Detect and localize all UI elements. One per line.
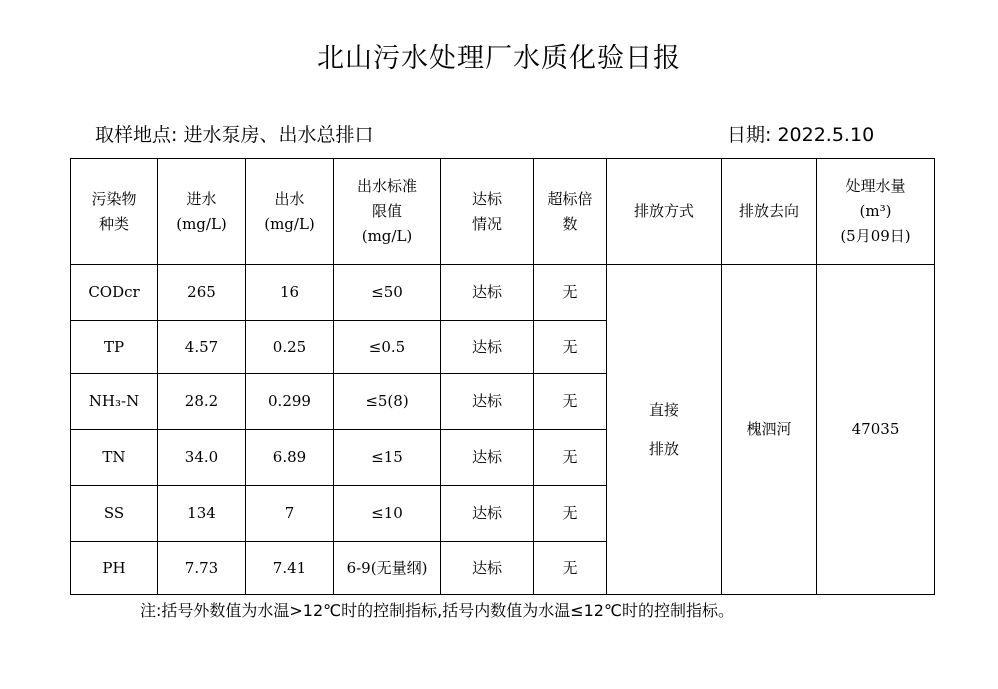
pollutant-name: NH₃-N bbox=[71, 374, 158, 430]
header-status bbox=[441, 159, 534, 265]
status-value: 达标 bbox=[441, 542, 534, 595]
header-outflow bbox=[246, 159, 334, 265]
outflow-value: 16 bbox=[246, 265, 334, 321]
pollutant-name: PH bbox=[71, 542, 158, 595]
water-quality-table bbox=[70, 158, 935, 595]
header-discharge-dest: 排放去向 bbox=[722, 159, 817, 265]
inflow-value: 28.2 bbox=[158, 374, 246, 430]
header-outflow-line1: 出水 bbox=[274, 189, 305, 208]
discharge-method-cell bbox=[607, 265, 722, 595]
header-status-line2: 情况 bbox=[471, 214, 502, 233]
date-label: 日期: bbox=[727, 124, 772, 146]
table-row bbox=[71, 265, 935, 321]
outflow-value: 0.25 bbox=[246, 321, 334, 374]
header-inflow-line1: 进水 bbox=[186, 189, 217, 208]
limit-value: ≤15 bbox=[334, 430, 441, 486]
pollutant-name: SS bbox=[71, 486, 158, 542]
exceed-value: 无 bbox=[534, 486, 607, 542]
header-discharge-method: 排放方式 bbox=[607, 159, 722, 265]
header-volume-line3: (5月09日) bbox=[840, 226, 911, 245]
limit-value: ≤10 bbox=[334, 486, 441, 542]
header-volume-line1: 处理水量 bbox=[845, 177, 906, 196]
status-value: 达标 bbox=[441, 321, 534, 374]
footnote: 注:括号外数值为水温>12℃时的控制指标,括号内数值为水温≤12℃时的控制指标。 bbox=[140, 601, 734, 620]
exceed-value: 无 bbox=[534, 265, 607, 321]
exceed-value: 无 bbox=[534, 321, 607, 374]
header-status-line1: 达标 bbox=[471, 189, 502, 208]
header-limit-line2: 限值 bbox=[371, 202, 402, 221]
status-value: 达标 bbox=[441, 374, 534, 430]
header-limit-line3: (mg/L) bbox=[361, 226, 413, 245]
discharge-dest-cell: 槐泗河 bbox=[722, 265, 817, 595]
header-pollutant-line2: 种类 bbox=[98, 214, 129, 233]
exceed-value: 无 bbox=[534, 542, 607, 595]
header-exceed-line2: 数 bbox=[562, 214, 578, 233]
report-title: 北山污水处理厂水质化验日报 bbox=[317, 43, 681, 74]
header-pollutant-line1: 污染物 bbox=[91, 189, 137, 208]
exceed-value: 无 bbox=[534, 430, 607, 486]
report-date bbox=[727, 120, 874, 147]
pollutant-name: TN bbox=[71, 430, 158, 486]
header-inflow bbox=[158, 159, 246, 265]
header-limit-line1: 出水标准 bbox=[356, 177, 417, 196]
limit-value: ≤5(8) bbox=[334, 374, 441, 430]
header-limit bbox=[334, 159, 441, 265]
outflow-value: 0.299 bbox=[246, 374, 334, 430]
header-volume bbox=[817, 159, 935, 265]
date-value: 2022.5.10 bbox=[777, 124, 875, 146]
pollutant-name: TP bbox=[71, 321, 158, 374]
inflow-value: 34.0 bbox=[158, 430, 246, 486]
sampling-value: 进水泵房、出水总排口 bbox=[183, 124, 374, 146]
status-value: 达标 bbox=[441, 430, 534, 486]
pollutant-name: CODcr bbox=[71, 265, 158, 321]
header-volume-line2: (m³) bbox=[859, 202, 892, 221]
header-exceed bbox=[534, 159, 607, 265]
inflow-value: 265 bbox=[158, 265, 246, 321]
header-row bbox=[71, 159, 935, 265]
outflow-value: 7 bbox=[246, 486, 334, 542]
discharge-method-line1: 直接 bbox=[648, 400, 679, 419]
limit-value: 6-9(无量纲) bbox=[334, 542, 441, 595]
status-value: 达标 bbox=[441, 486, 534, 542]
inflow-value: 7.73 bbox=[158, 542, 246, 595]
header-pollutant bbox=[71, 159, 158, 265]
status-value: 达标 bbox=[441, 265, 534, 321]
sampling-label: 取样地点: bbox=[95, 124, 178, 146]
limit-value: ≤0.5 bbox=[334, 321, 441, 374]
inflow-value: 134 bbox=[158, 486, 246, 542]
volume-cell: 47035 bbox=[817, 265, 935, 595]
limit-value: ≤50 bbox=[334, 265, 441, 321]
header-outflow-line2: (mg/L) bbox=[264, 214, 315, 233]
header-inflow-line2: (mg/L) bbox=[176, 214, 227, 233]
header-exceed-line1: 超标倍 bbox=[547, 189, 593, 208]
inflow-value: 4.57 bbox=[158, 321, 246, 374]
exceed-value: 无 bbox=[534, 374, 607, 430]
outflow-value: 6.89 bbox=[246, 430, 334, 486]
outflow-value: 7.41 bbox=[246, 542, 334, 595]
discharge-method-line2: 排放 bbox=[648, 439, 679, 458]
sampling-location bbox=[95, 120, 373, 147]
